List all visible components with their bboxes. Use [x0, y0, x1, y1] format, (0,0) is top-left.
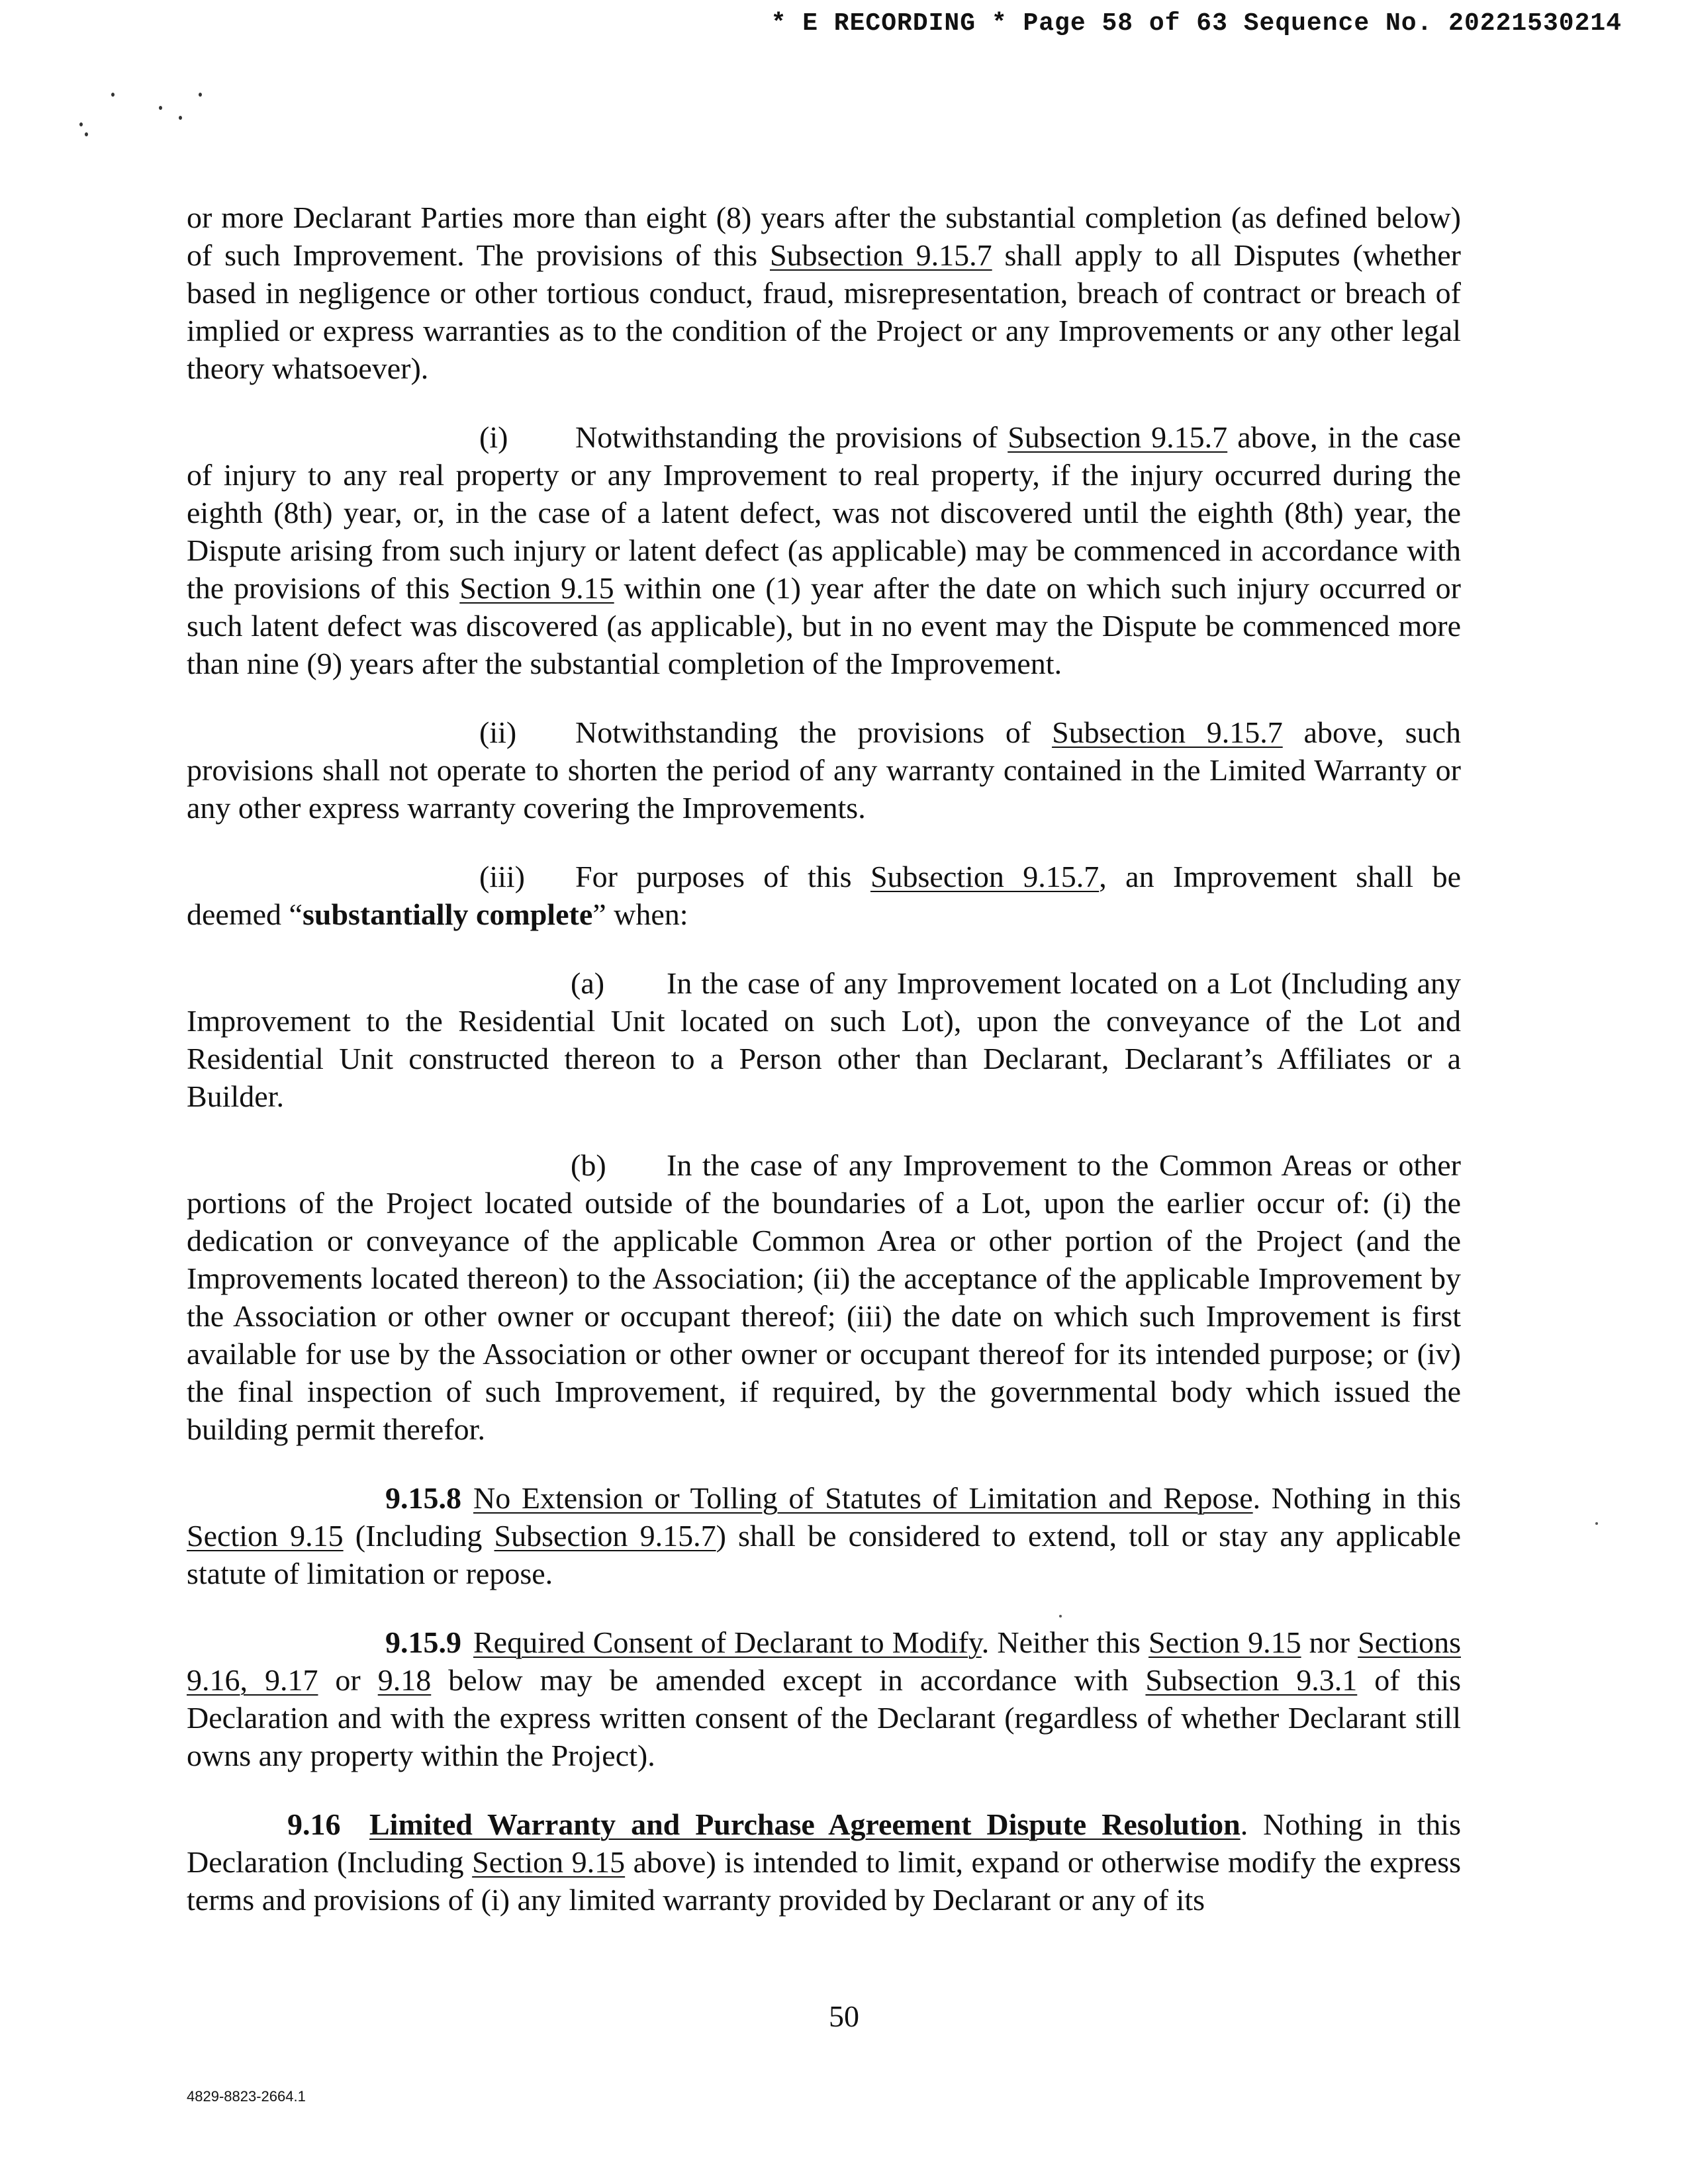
- text-run: (Including: [343, 1519, 494, 1553]
- cross-reference: Section 9.15: [472, 1845, 626, 1879]
- text-run: Notwithstanding the provisions of: [575, 420, 1008, 454]
- scan-speck: [1059, 1615, 1062, 1617]
- cross-reference: Subsection 9.3.1: [1145, 1663, 1358, 1697]
- paragraph-item-i: [187, 418, 1461, 682]
- section-9-16: [187, 1805, 1461, 1919]
- section-9-15-8: [187, 1479, 1461, 1592]
- page-number: 50: [829, 1999, 859, 2033]
- text-run: ) shall be considered to extend, toll or stay any applicable statute of limitation or repose.: [187, 1519, 1461, 1590]
- document-id: 4829-8823-2664.1: [187, 2088, 306, 2105]
- text-run: nor: [1301, 1625, 1358, 1659]
- cross-reference: Subsection 9.15.7: [1052, 715, 1283, 749]
- paragraph-item-a: [187, 964, 1461, 1115]
- cross-reference: Subsection 9.15.7: [1008, 420, 1228, 454]
- section-number: 9.15.9: [385, 1625, 461, 1659]
- paragraph-item-b: [187, 1146, 1461, 1448]
- text-run: within one (1) year after the date on which such injury occurred or such latent defect was discovered (as applicable), but in no event may the Dispute be commenced more than nine (9) years after the substantial completion of the Improvement.: [187, 571, 1461, 680]
- text-run: . Nothing in this Declaration (Including: [187, 1807, 1461, 1879]
- recording-stamp: * E RECORDING * Page 58 of 63 Sequence No. 20221530214: [771, 9, 1622, 38]
- text-run: In the case of any Improvement to the Common Areas or other portions of the Project located outside of the boundaries of a Lot, upon the earlier occur of: (i) the dedication or conveyance of the applicable Common Area or other portion of the Project (and the Improvements located thereon) to the Association; (ii) the acceptance of the applicable Improvement by the Association or other owner or occupant thereof; (iii) the date on which such Improvement is first available for use by the Association or other owner or occupant thereof for its intended purpose; or (iv) the final inspection of such Improvement, if required, by the governmental body which issued the building permit therefor.: [187, 1148, 1461, 1446]
- item-marker: (i): [479, 420, 508, 454]
- text-run: above) is intended to limit, expand or otherwise modify the express terms and provisions of (i) any limited warranty provided by Declarant or any of its: [187, 1845, 1461, 1917]
- section-heading: No Extension or Tolling of Statutes of Limitation and Repose: [473, 1481, 1253, 1515]
- text-run: ” when:: [592, 897, 688, 931]
- text-run: or more Declarant Parties more than eight (8) years after the substantial completion (as defined below) of such Improvement. The provisions of this: [187, 201, 1461, 272]
- item-marker: (b): [571, 1148, 606, 1182]
- text-run: In the case of any Improvement located on a Lot (Including any Improvement to the Residential Unit located on such Lot), upon the conveyance of the Lot and Residential Unit constructed thereon to a Person other than Declarant, Declarant’s Affiliates or a Builder.: [187, 966, 1461, 1113]
- defined-term: substantially complete: [302, 897, 593, 931]
- cross-reference: Section 9.15: [1148, 1625, 1301, 1659]
- section-number: 9.15.8: [385, 1481, 461, 1515]
- section-9-15-9: [187, 1623, 1461, 1774]
- text-run: . Neither this: [981, 1625, 1149, 1659]
- text-run: Notwithstanding the provisions of: [575, 715, 1053, 749]
- scan-speck: [1595, 1522, 1598, 1525]
- document-body: [187, 199, 1461, 1919]
- cross-reference: Section 9.15: [459, 571, 614, 605]
- section-heading: Limited Warranty and Purchase Agreement Dispute Resolution: [369, 1807, 1241, 1841]
- cross-reference: Subsection 9.15.7: [870, 860, 1100, 893]
- text-run: below may be amended except in accordance with: [431, 1663, 1146, 1697]
- cross-reference: Subsection 9.15.7: [769, 238, 992, 272]
- text-run: For purposes of this: [575, 860, 870, 893]
- text-run: of this Declaration and with the express written consent of the Declarant (regardless of whether Declarant still owns any property within the Project).: [187, 1663, 1461, 1772]
- paragraph-continuation: [187, 199, 1461, 387]
- text-run: above, such provisions shall not operate to shorten the period of any warranty contained in the Limited Warranty or any other express warranty covering the Improvements.: [187, 715, 1462, 825]
- paragraph-item-iii: [187, 858, 1461, 933]
- section-number: 9.16: [287, 1807, 341, 1841]
- text-run: above, in the case of injury to any real property or any Improvement to real property, if the injury occurred during the eighth (8th) year, or, in the case of a latent defect, was not discovered until the eighth (8th) year, the Dispute arising from such injury or latent defect (as applicable) may be commenced in accordance with the provisions of this: [187, 420, 1461, 605]
- cross-reference: Subsection 9.15.7: [494, 1519, 716, 1553]
- text-run: . Nothing in this: [1252, 1481, 1461, 1515]
- paragraph-item-ii: [187, 713, 1461, 827]
- text-run: , an Improvement shall be deemed “: [187, 860, 1461, 931]
- text-run: or: [318, 1663, 378, 1697]
- item-marker: (a): [571, 966, 605, 1000]
- cross-reference: Sections 9.16, 9.17: [187, 1625, 1461, 1697]
- item-marker: (iii): [479, 860, 525, 893]
- text-run: shall apply to all Disputes (whether based in negligence or other tortious conduct, fraud, misrepresentation, breach of contract or breach of implied or express warranties as to the condition of the Project or any Improvements or any other legal theory whatsoever).: [187, 238, 1461, 385]
- item-marker: (ii): [479, 715, 517, 749]
- section-heading: Required Consent of Declarant to Modify: [473, 1625, 982, 1659]
- cross-reference: 9.18: [377, 1663, 432, 1697]
- cross-reference: Section 9.15: [187, 1519, 344, 1553]
